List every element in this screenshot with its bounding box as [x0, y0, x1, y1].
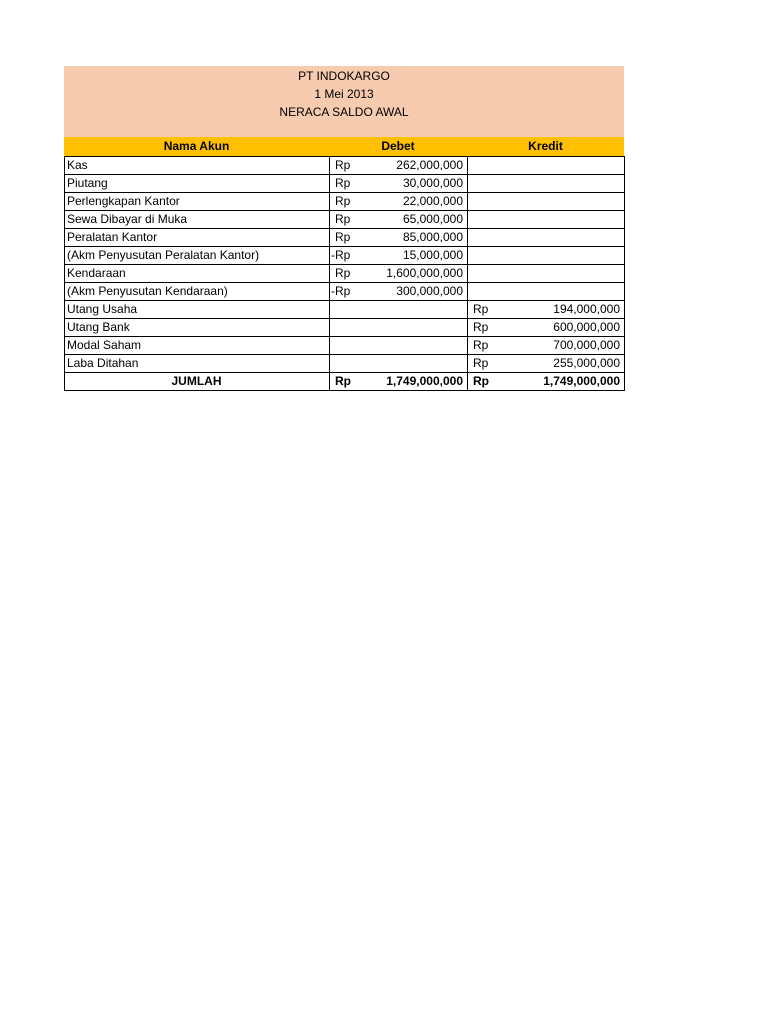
currency-label: Rp — [473, 356, 489, 370]
currency-label: Rp — [335, 212, 351, 226]
credit-cell — [468, 193, 625, 211]
credit-cell — [468, 265, 625, 283]
currency-label: Rp — [335, 374, 351, 388]
report-date: 1 Mei 2013 — [314, 87, 374, 101]
table-row — [65, 247, 625, 265]
debit-cell — [330, 301, 468, 319]
amount-value: 700,000,000 — [553, 338, 620, 352]
amount-value: 15,000,000 — [402, 248, 463, 262]
amount-value: 30,000,000 — [402, 176, 463, 190]
credit-cell — [468, 157, 625, 175]
credit-cell — [468, 211, 625, 229]
total-row — [65, 373, 625, 391]
credit-cell — [468, 247, 625, 265]
report-title: NERACA SALDO AWAL — [279, 105, 409, 119]
account-name: Kendaraan — [65, 265, 330, 283]
amount-value: 65,000,000 — [402, 212, 463, 226]
table-row — [65, 229, 625, 247]
account-name: Laba Ditahan — [65, 355, 330, 373]
debit-cell — [330, 247, 468, 265]
table-row — [65, 211, 625, 229]
account-name: Perlengkapan Kantor — [65, 193, 330, 211]
currency-label: Rp — [335, 176, 351, 190]
amount-value: 1,600,000,000 — [386, 266, 463, 280]
amount-value: 600,000,000 — [553, 320, 620, 334]
table-row — [65, 193, 625, 211]
table-row — [65, 157, 625, 175]
table-body — [65, 157, 625, 391]
amount-value: 85,000,000 — [402, 230, 463, 244]
currency-label: -Rp — [331, 284, 351, 298]
currency-label: -Rp — [331, 248, 351, 262]
currency-label: Rp — [335, 158, 351, 172]
credit-cell — [468, 283, 625, 301]
account-name: (Akm Penyusutan Kendaraan) — [65, 283, 330, 301]
total-debit-cell — [330, 373, 468, 391]
currency-label: Rp — [473, 338, 489, 352]
debit-cell — [330, 283, 468, 301]
credit-cell — [468, 175, 625, 193]
debit-cell — [330, 229, 468, 247]
company-name: PT INDOKARGO — [298, 69, 390, 83]
currency-label: Rp — [335, 266, 351, 280]
debit-cell — [330, 355, 468, 373]
debit-cell — [330, 211, 468, 229]
account-name: Kas — [65, 157, 330, 175]
debit-cell — [330, 319, 468, 337]
debit-cell — [330, 193, 468, 211]
debit-cell — [330, 175, 468, 193]
account-name: Utang Bank — [65, 319, 330, 337]
debit-cell — [330, 337, 468, 355]
table-row — [65, 265, 625, 283]
credit-cell — [468, 301, 625, 319]
amount-value: 1,749,000,000 — [386, 374, 463, 388]
total-credit-cell — [468, 373, 625, 391]
title-block — [64, 66, 624, 137]
account-name: (Akm Penyusutan Peralatan Kantor) — [65, 247, 330, 265]
credit-cell — [468, 229, 625, 247]
total-label: JUMLAH — [65, 373, 330, 391]
amount-value: 194,000,000 — [553, 302, 620, 316]
currency-label: Rp — [473, 320, 489, 334]
account-name: Sewa Dibayar di Muka — [65, 211, 330, 229]
trial-balance-table — [64, 156, 625, 391]
table-row — [65, 355, 625, 373]
table-row — [65, 337, 625, 355]
table-header — [64, 137, 624, 156]
account-name: Peralatan Kantor — [65, 229, 330, 247]
currency-label: Rp — [335, 230, 351, 244]
header-account-name: Nama Akun — [163, 139, 230, 153]
credit-cell — [468, 319, 625, 337]
amount-value: 262,000,000 — [396, 158, 463, 172]
header-credit: Kredit — [528, 139, 563, 153]
header-debit: Debet — [381, 139, 415, 153]
amount-value: 255,000,000 — [553, 356, 620, 370]
debit-cell — [330, 157, 468, 175]
credit-cell — [468, 355, 625, 373]
amount-value: 22,000,000 — [402, 194, 463, 208]
account-name: Utang Usaha — [65, 301, 330, 319]
debit-cell — [330, 265, 468, 283]
credit-cell — [468, 337, 625, 355]
account-name: Modal Saham — [65, 337, 330, 355]
table-row — [65, 283, 625, 301]
table-row — [65, 319, 625, 337]
table-row — [65, 175, 625, 193]
currency-label: Rp — [335, 194, 351, 208]
amount-value: 1,749,000,000 — [543, 374, 620, 388]
amount-value: 300,000,000 — [396, 284, 463, 298]
currency-label: Rp — [473, 374, 489, 388]
balance-sheet — [64, 66, 624, 391]
currency-label: Rp — [473, 302, 489, 316]
table-row — [65, 301, 625, 319]
account-name: Piutang — [65, 175, 330, 193]
